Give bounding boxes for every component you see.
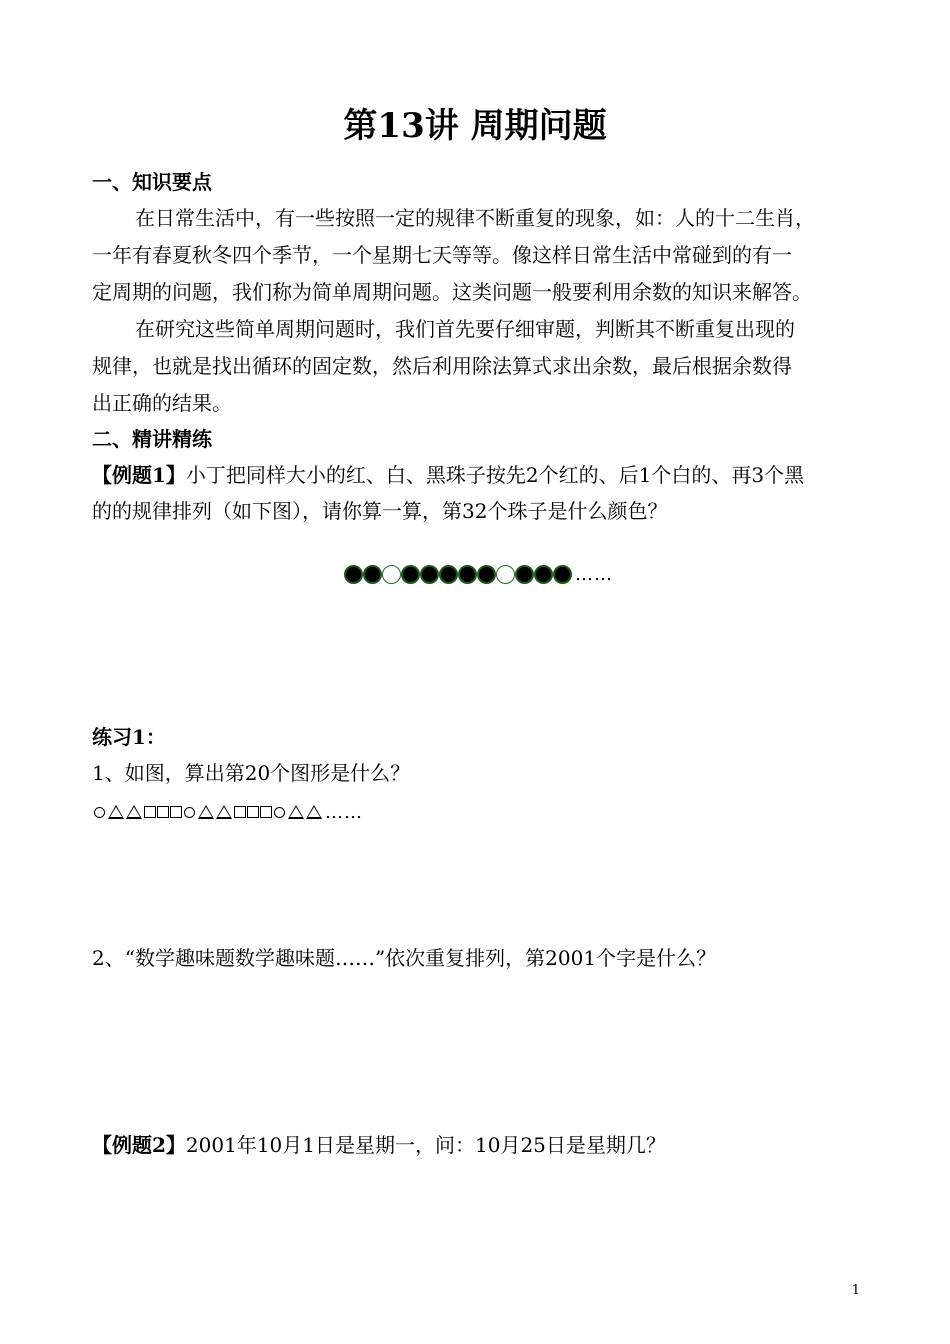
example1-line2: 的的规律排列（如下图），请你算一算，第32个珠子是什么颜色？ [92,499,668,523]
square-shape [260,806,272,818]
section-heading-knowledge: 一、知识要点 [92,170,212,194]
paragraph-line: 在研究这些简单周期问题时，我们首先要仔细审题，判断其不断重复出现的 [135,317,795,341]
practice1-question2: 2、“数学趣味题数学趣味题……”依次重复排列，第2001个字是什么？ [92,946,717,970]
black-bead [515,565,534,584]
bead-ellipsis: …… [575,563,613,585]
practice1-question1: 1、如图，算出第20个图形是什么？ [92,761,411,785]
black-bead [344,565,363,584]
square-shape [157,806,169,818]
example2-text: 2001年10月1日是星期一，问：10月25日是星期几？ [185,1133,666,1157]
page-number: 1 [851,1283,860,1298]
page-title: 第13讲 周期问题 [343,106,607,146]
example1-line1: 小丁把同样大小的红、白、黑珠子按先2个红的、后1个白的、再3个黑 [185,463,805,487]
black-bead [477,565,496,584]
black-bead [363,565,382,584]
white-bead [382,565,401,584]
section-heading-practice: 二、精讲精练 [92,427,212,451]
circle-shape [94,807,105,818]
black-bead [458,565,477,584]
shape-ellipsis: …… [325,801,363,823]
square-shape [247,806,259,818]
paragraph-line: 一年有春夏秋冬四个季节，一个星期七天等等。像这样日常生活中常碰到的有一 [92,243,792,267]
triangle-shape [126,805,142,819]
black-bead [420,565,439,584]
black-bead [534,565,553,584]
square-shape [234,806,246,818]
square-shape [144,806,156,818]
triangle-shape [198,805,214,819]
paragraph-line: 规律，也就是找出循环的固定数，然后利用除法算式求出余数，最后根据余数得 [92,354,792,378]
triangle-shape [108,805,124,819]
triangle-shape [306,805,322,819]
black-bead [439,565,458,584]
square-shape [170,806,182,818]
white-bead [496,565,515,584]
bead-sequence [344,562,613,586]
shape-sequence [92,798,363,826]
example1-question [92,460,804,490]
black-bead [401,565,420,584]
triangle-shape [288,805,304,819]
circle-shape [274,807,285,818]
paragraph-line: 在日常生活中，有一些按照一定的规律不断重复的现象，如：人的十二生肖， [135,206,815,230]
practice1-heading: 练习1： [92,725,166,749]
triangle-shape [216,805,232,819]
paragraph-line: 出正确的结果。 [92,391,232,415]
black-bead [553,565,572,584]
example1-label: 【例题1】 [92,463,186,487]
example2-label: 【例题2】 [92,1133,186,1157]
paragraph-line: 定周期的问题，我们称为简单周期问题。这类问题一般要利用余数的知识来解答。 [92,280,812,304]
example2-question [92,1130,666,1160]
circle-shape [184,807,195,818]
